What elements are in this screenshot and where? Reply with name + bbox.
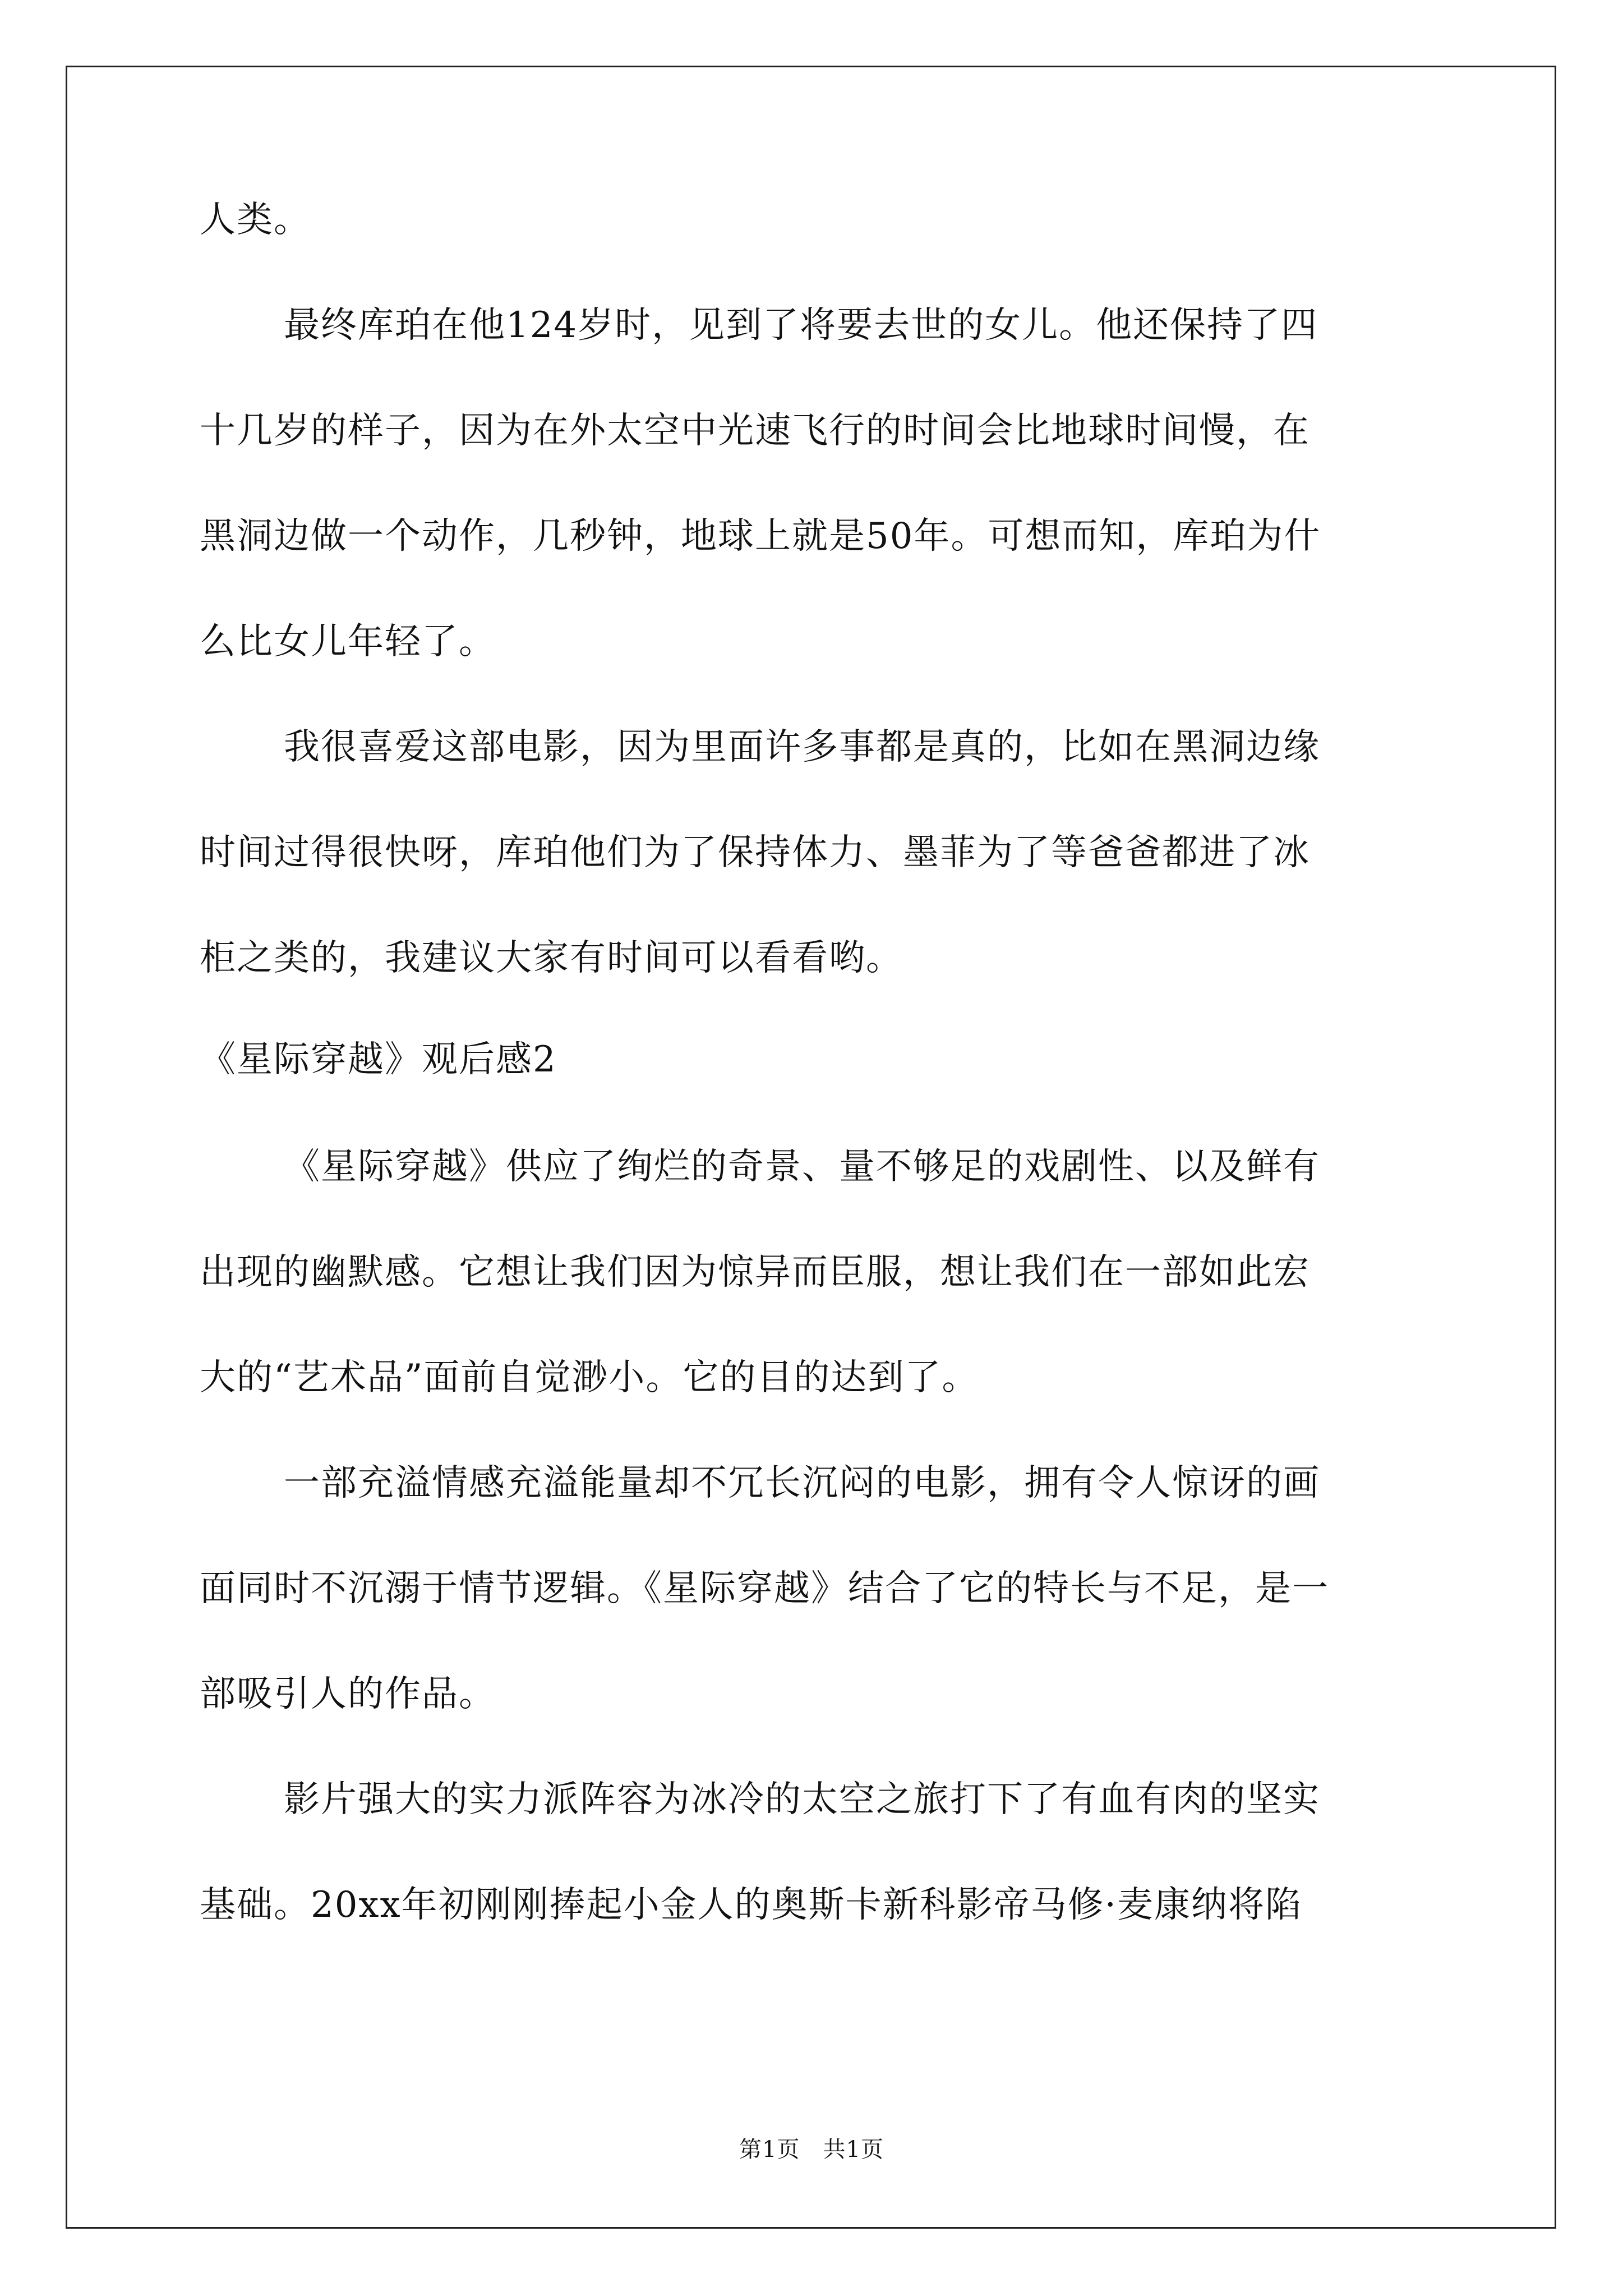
- paragraph-start-line: 《星际穿越》供应了绚烂的奇景、量不够足的戏剧性、以及鲜有: [284, 1146, 1320, 1188]
- text-line: 柜之类的，我建议大家有时间可以看看哟。: [200, 937, 903, 979]
- paragraph-start-line: 我很喜爱这部电影，因为里面许多事都是真的，比如在黑洞边缘: [284, 726, 1320, 768]
- text-line: 部吸引人的作品。: [200, 1673, 496, 1715]
- text-line: 么比女儿年轻了。: [200, 621, 496, 662]
- text-line: 时间过得很快呀，库珀他们为了保持体力、墨菲为了等爸爸都进了冰: [200, 832, 1310, 873]
- paragraph-start-line: 影片强大的实力派阵容为冰冷的太空之旅打下了有血有肉的坚实: [284, 1779, 1320, 1820]
- text-line: 十几岁的样子，因为在外太空中光速飞行的时间会比地球时间慢，在: [200, 410, 1310, 452]
- section-heading: 《星际穿越》观后感2: [200, 1039, 557, 1080]
- text-line: 面同时不沉溺于情节逻辑。《星际穿越》结合了它的特长与不足，是一: [200, 1568, 1329, 1609]
- text-line: 大的“艺术品”面前自觉渺小。它的目的达到了。: [200, 1357, 979, 1398]
- text-line: 黑洞边做一个动作，几秒钟，地球上就是50年。可想而知，库珀为什: [200, 516, 1321, 557]
- page-number-footer: 第1页 共1页: [739, 2137, 884, 2162]
- text-line: 基础。20xx年初刚刚捧起小金人的奥斯卡新科影帝马修·麦康纳将陷: [200, 1884, 1302, 1926]
- paragraph-start-line: 一部充溢情感充溢能量却不冗长沉闷的电影，拥有令人惊讶的画: [284, 1462, 1320, 1504]
- paragraph-start-line: 最终库珀在他124岁时，见到了将要去世的女儿。他还保持了四: [284, 305, 1318, 346]
- text-line: 人类。: [200, 199, 311, 241]
- text-line: 出现的幽默感。它想让我们因为惊异而臣服，想让我们在一部如此宏: [200, 1251, 1310, 1293]
